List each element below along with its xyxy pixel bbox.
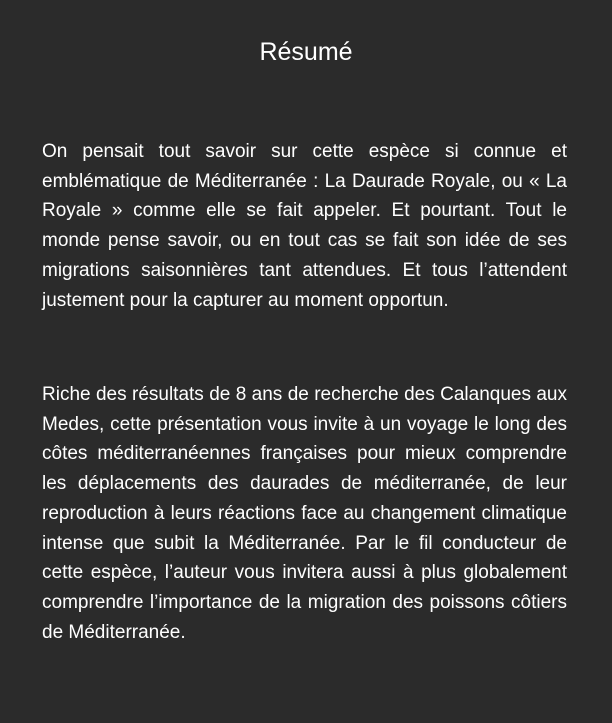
- page-title: Résumé: [259, 38, 353, 66]
- summary-paragraph-1: On pensait tout savoir sur cette espèce si connue et emblématique de Méditerranée : La Daurade Royale, ou « La Royale » comme elle se fait appeler. Et pourtant. Tout le monde pense savoir, ou en tout cas se fait son idée de ses migrations saisonnières tant attendues. Et tous l’attendent justement pour la capturer au moment opportun.: [42, 141, 567, 311]
- summary-paragraph-2: Riche des résultats de 8 ans de recherche des Calanques aux Medes, cette présentation vous invite à un voyage le long des côtes méditerranéennes françaises pour mieux comprendre les déplacements des daurades de méditerranée, de leur reproduction à leurs réactions face au changement climatique intense que subit la Méditerranée. Par le fil conducteur de cette espèce, l’auteur vous invitera aussi à plus globalement comprendre l’importance de la migration des poissons côtiers de Méditerranée.: [42, 384, 567, 643]
